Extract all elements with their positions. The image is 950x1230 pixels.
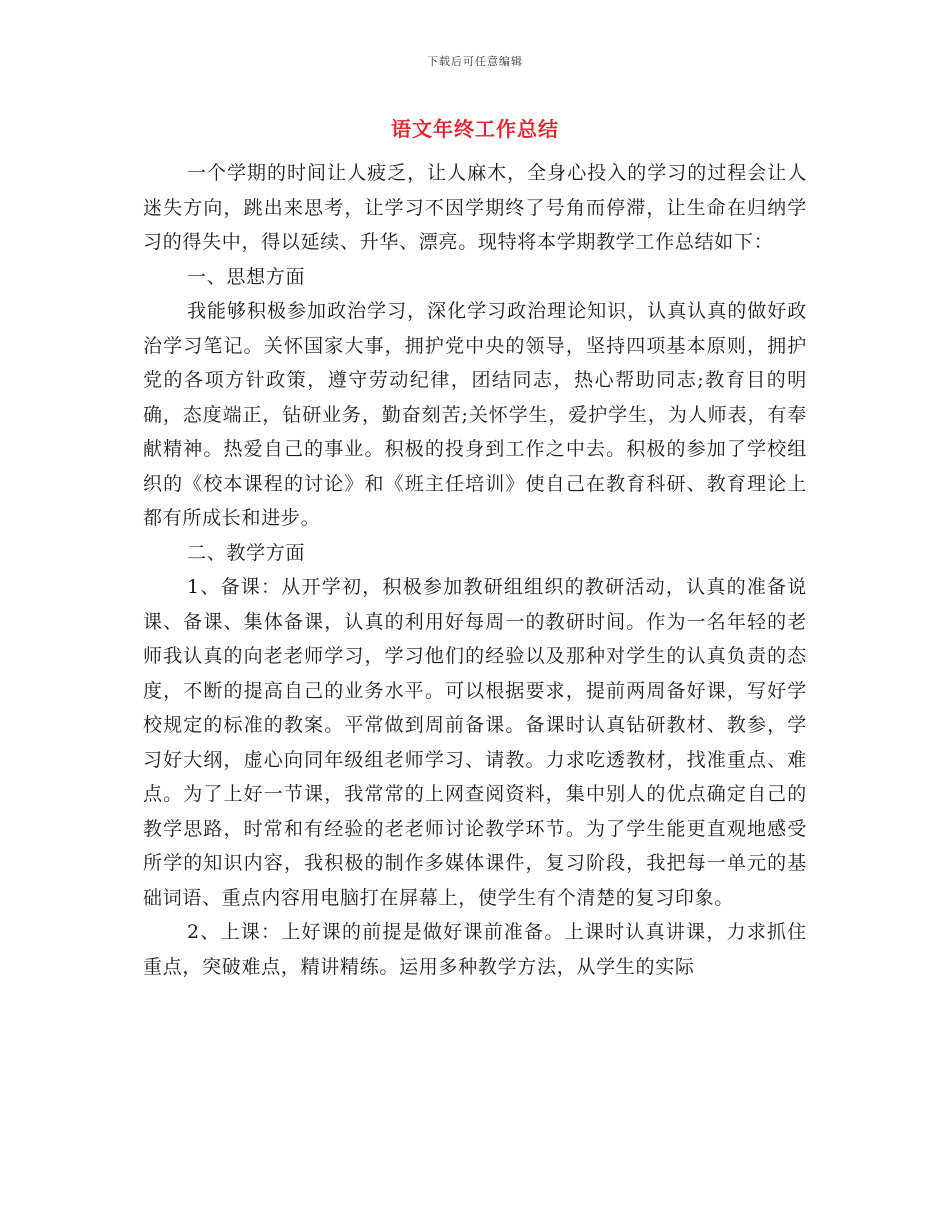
document-body bbox=[143, 156, 807, 984]
paragraph-intro: 一个学期的时间让人疲乏，让人麻木，全身心投入的学习的过程会让人迷失方向，跳出来思考，让学习不因学期终了号角而停滞，让生命在归纳学习的得失中，得以延续、升华、漂亮。现特将本学期教学工作总结如下： bbox=[143, 162, 807, 253]
section-heading-thought: 一、思想方面 bbox=[187, 265, 306, 288]
document-title: 语文年终工作总结 bbox=[391, 117, 559, 141]
paragraph-lesson-prep: 1、备课：从开学初，积极参加教研组组织的教研活动，认真的准备说课、备课、集体备课，认真的利用好每周一的教研时间。作为一名年轻的老师我认真的向老老师学习，学习他们的经验以及那种对学生的认真负责的态度，不断的提高自己的业务水平。可以根据要求，提前两周备好课，写好学校规定的标准的教案。平常做到周前备课。备课时认真钻研教材、教参，学习好大纲，虚心向同年级组老师学习、请教。力求吃透教材，找准重点、难点。为了上好一节课，我常常的上网查阅资料，集中别人的优点确定自己的教学思路，时常和有经验的老老师讨论教学环节。为了学生能更直观地感受所学的知识内容，我积极的制作多媒体课件，复习阶段，我把每一单元的基础词语、重点内容用电脑打在屏幕上，使学生有个清楚的复习印象。 bbox=[143, 576, 807, 909]
paragraph-thought: 我能够积极参加政治学习，深化学习政治理论知识，认真认真的做好政治学习笔记。关怀国家大事，拥护党中央的领导，坚持四项基本原则，拥护党的各项方针政策，遵守劳动纪律，团结同志，热心帮助同志;教育目的明确，态度端正，钻研业务，勤奋刻苦;关怀学生，爱护学生，为人师表，有奉献精神。热爱自己的事业。积极的投身到工作之中去。积极的参加了学校组织的《校本课程的讨论》和《班主任培训》使自己在教育科研、教育理论上都有所成长和进步。 bbox=[143, 300, 807, 529]
header-note: 下载后可任意编辑 bbox=[427, 55, 523, 68]
paragraph-class: 2、上课：上好课的前提是做好课前准备。上课时认真讲课，力求抓住重点，突破难点，精讲精练。运用多种教学方法，从学生的实际 bbox=[143, 921, 807, 978]
section-heading-teaching: 二、教学方面 bbox=[187, 541, 306, 564]
